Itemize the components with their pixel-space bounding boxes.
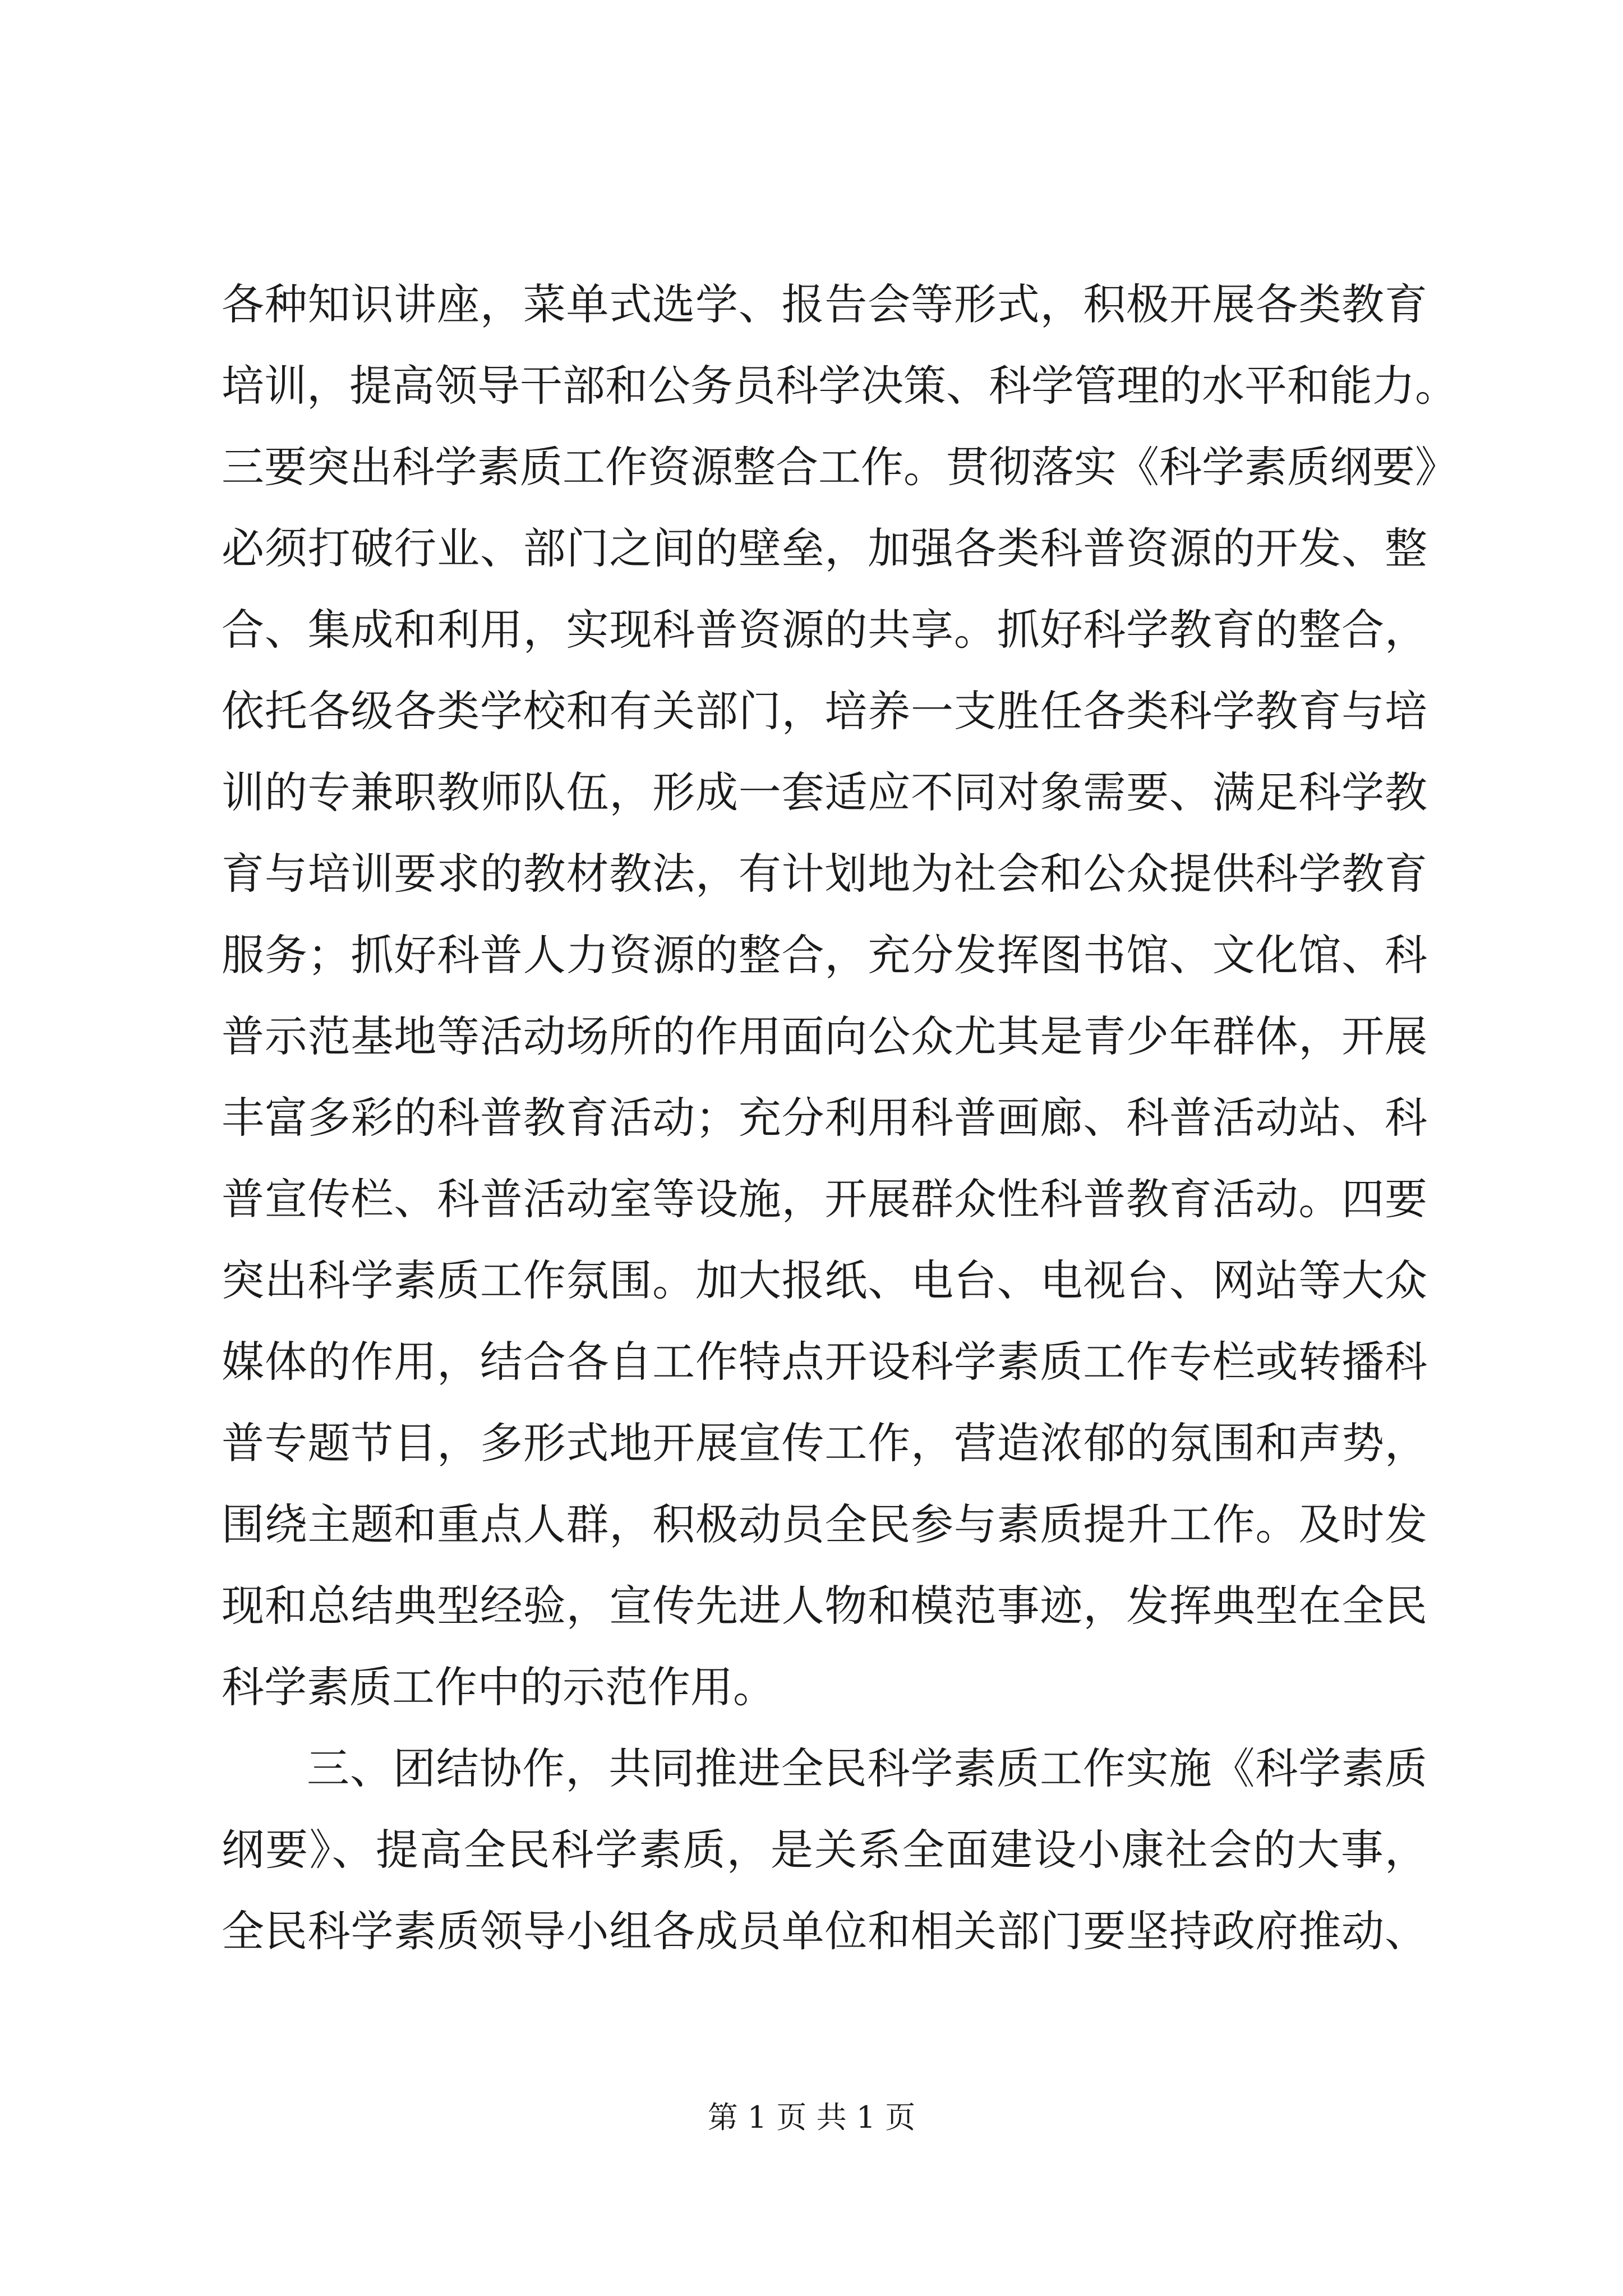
section-heading-line: 三、团结协作，共同推进全民科学素质工作实施《科学素质 bbox=[307, 1743, 1427, 1793]
text-line: 全民科学素质领导小组各成员单位和相关部门要坚持政府推动、 bbox=[222, 1906, 1427, 1956]
text-line: 突出科学素质工作氛围。加大报纸、电台、电视台、网站等大众 bbox=[222, 1255, 1427, 1305]
text-line: 现和总结典型经验，宣传先进人物和模范事迹，发挥典型在全民 bbox=[222, 1581, 1427, 1631]
text-line: 普专题节目，多形式地开展宣传工作，营造浓郁的氛围和声势， bbox=[222, 1418, 1427, 1468]
text-line: 普宣传栏、科普活动室等设施，开展群众性科普教育活动。四要 bbox=[222, 1174, 1427, 1224]
page-number-footer: 第 1 页 共 1 页 bbox=[707, 2100, 916, 2135]
text-line: 合、集成和利用，实现科普资源的共享。抓好科学教育的整合， bbox=[222, 605, 1427, 655]
document-body bbox=[222, 264, 1458, 1972]
text-line: 围绕主题和重点人群，积极动员全民参与素质提升工作。及时发 bbox=[222, 1499, 1427, 1549]
text-line: 丰富多彩的科普教育活动；充分利用科普画廊、科普活动站、科 bbox=[222, 1093, 1427, 1143]
text-line: 依托各级各类学校和有关部门，培养一支胜任各类科学教育与培 bbox=[222, 686, 1427, 736]
text-line: 培训，提高领导干部和公务员科学决策、科学管理的水平和能力。 bbox=[222, 361, 1458, 411]
text-line: 纲要》、提高全民科学素质，是关系全面建设小康社会的大事， bbox=[222, 1825, 1427, 1875]
text-line: 育与培训要求的教材教法，有计划地为社会和公众提供科学教育 bbox=[222, 849, 1427, 899]
text-line: 服务；抓好科普人力资源的整合，充分发挥图书馆、文化馆、科 bbox=[222, 930, 1427, 980]
text-line: 训的专兼职教师队伍，形成一套适应不同对象需要、满足科学教 bbox=[222, 767, 1427, 817]
text-line: 必须打破行业、部门之间的壁垒，加强各类科普资源的开发、整 bbox=[222, 523, 1427, 573]
text-line: 科学素质工作中的示范作用。 bbox=[222, 1662, 776, 1712]
text-line: 三要突出科学素质工作资源整合工作。贯彻落实《科学素质纲要》 bbox=[222, 442, 1458, 492]
text-line: 各种知识讲座，菜单式选学、报告会等形式，积极开展各类教育 bbox=[222, 279, 1427, 329]
text-line: 普示范基地等活动场所的作用面向公众尤其是青少年群体，开展 bbox=[222, 1011, 1427, 1061]
text-line: 媒体的作用，结合各自工作特点开设科学素质工作专栏或转播科 bbox=[222, 1337, 1427, 1387]
